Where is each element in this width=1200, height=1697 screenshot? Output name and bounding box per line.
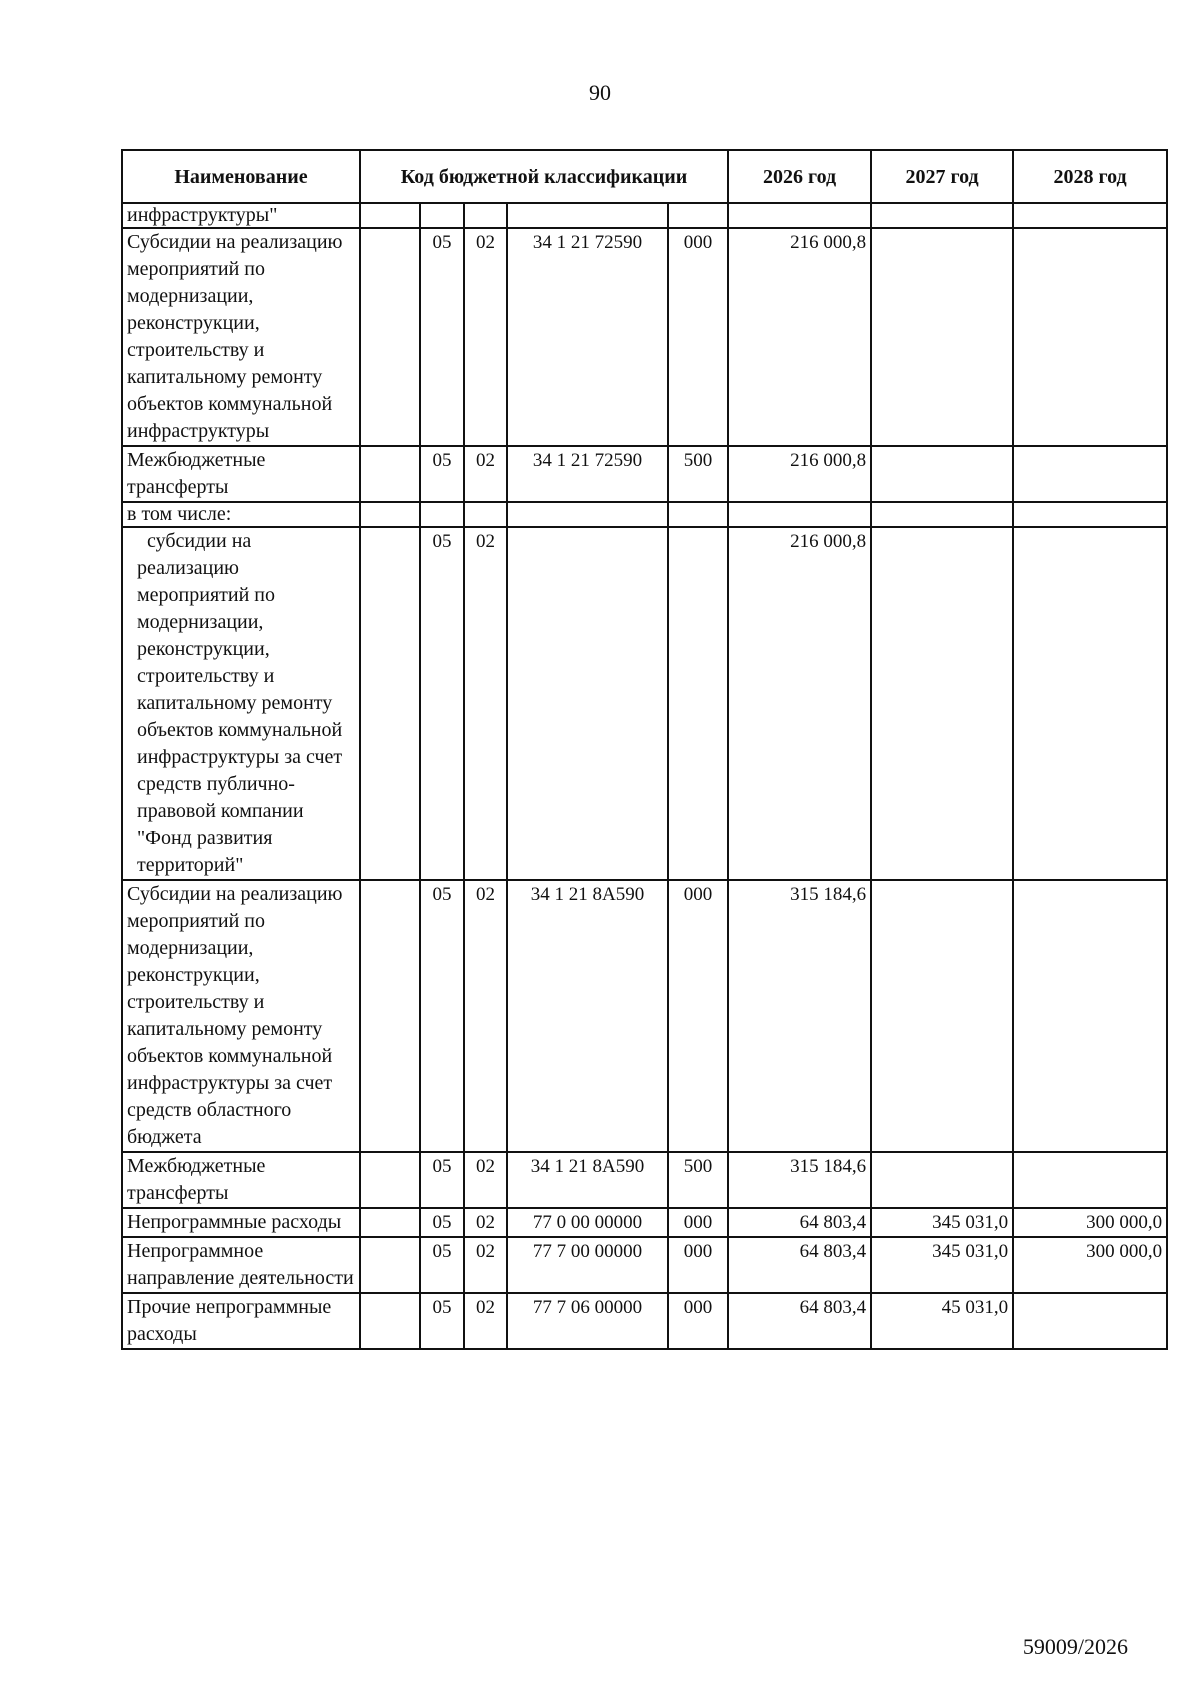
row-code-type: 000 xyxy=(668,228,728,446)
row-name: Субсидии на реализацию мероприятий по модернизации, реконструкции, строительству и капитальному ремонту объектов коммунальной инфраструктуры за счет средств областного бюджета xyxy=(122,880,360,1152)
row-code-target xyxy=(507,527,668,880)
row-2026: 216 000,8 xyxy=(728,228,871,446)
row-code-target: 34 1 21 72590 xyxy=(507,228,668,446)
row-2028 xyxy=(1013,502,1167,527)
row-2026 xyxy=(728,203,871,228)
row-name: инфраструктуры" xyxy=(122,203,360,228)
row-2027 xyxy=(871,880,1013,1152)
header-2028: 2028 год xyxy=(1013,150,1167,203)
row-2028 xyxy=(1013,228,1167,446)
header-name: Наименование xyxy=(122,150,360,203)
table-header-row xyxy=(122,150,1167,203)
row-code-1 xyxy=(360,1237,420,1293)
header-2026: 2026 год xyxy=(728,150,871,203)
row-code-subsection: 02 xyxy=(464,880,507,1152)
row-2027 xyxy=(871,228,1013,446)
row-2028 xyxy=(1013,203,1167,228)
row-code-subsection: 02 xyxy=(464,527,507,880)
row-2028: 300 000,0 xyxy=(1013,1208,1167,1237)
table-row xyxy=(122,880,1167,1152)
row-code-target: 77 7 06 00000 xyxy=(507,1293,668,1349)
header-2027: 2027 год xyxy=(871,150,1013,203)
row-code-section: 05 xyxy=(420,446,464,502)
row-2026: 64 803,4 xyxy=(728,1237,871,1293)
row-code-target: 34 1 21 8А590 xyxy=(507,1152,668,1208)
row-2027 xyxy=(871,203,1013,228)
row-code-1 xyxy=(360,880,420,1152)
row-name: Межбюджетные трансферты xyxy=(122,446,360,502)
row-name: субсидии на реализацию мероприятий по модернизации, реконструкции, строительству и капитальному ремонту объектов коммунальной инфраструктуры за счет средств публично-правовой компании "Фонд развития территорий" xyxy=(122,527,360,880)
row-2027 xyxy=(871,446,1013,502)
row-code-section: 05 xyxy=(420,1293,464,1349)
row-2027: 345 031,0 xyxy=(871,1208,1013,1237)
row-name: Прочие непрограммные расходы xyxy=(122,1293,360,1349)
row-2028 xyxy=(1013,1293,1167,1349)
row-code-subsection: 02 xyxy=(464,446,507,502)
row-code-1 xyxy=(360,1152,420,1208)
row-code-section xyxy=(420,502,464,527)
row-code-target: 34 1 21 8А590 xyxy=(507,880,668,1152)
row-code-section: 05 xyxy=(420,527,464,880)
header-code: Код бюджетной классификации xyxy=(360,150,728,203)
row-name: Субсидии на реализацию мероприятий по модернизации, реконструкции, строительству и капитальному ремонту объектов коммунальной инфраструктуры xyxy=(122,228,360,446)
row-code-section: 05 xyxy=(420,1152,464,1208)
row-code-type: 000 xyxy=(668,1293,728,1349)
row-code-type: 500 xyxy=(668,446,728,502)
budget-table xyxy=(121,149,1168,1350)
row-code-1 xyxy=(360,446,420,502)
row-code-type xyxy=(668,203,728,228)
row-code-type: 000 xyxy=(668,880,728,1152)
row-code-target: 77 0 00 00000 xyxy=(507,1208,668,1237)
row-2027 xyxy=(871,1152,1013,1208)
table-row xyxy=(122,1152,1167,1208)
row-code-section: 05 xyxy=(420,1208,464,1237)
table-row xyxy=(122,1293,1167,1349)
row-2028 xyxy=(1013,527,1167,880)
page-number: 90 xyxy=(589,80,611,105)
row-code-type xyxy=(668,502,728,527)
row-code-1 xyxy=(360,1293,420,1349)
row-name: в том числе: xyxy=(122,502,360,527)
row-code-section: 05 xyxy=(420,228,464,446)
table-row xyxy=(122,1208,1167,1237)
row-code-1 xyxy=(360,527,420,880)
row-2026: 216 000,8 xyxy=(728,446,871,502)
row-code-section: 05 xyxy=(420,1237,464,1293)
row-2027 xyxy=(871,527,1013,880)
row-code-type: 000 xyxy=(668,1208,728,1237)
table-row xyxy=(122,203,1167,228)
row-2026: 315 184,6 xyxy=(728,1152,871,1208)
table-row xyxy=(122,1237,1167,1293)
row-code-subsection xyxy=(464,502,507,527)
row-2026: 216 000,8 xyxy=(728,527,871,880)
row-code-target: 34 1 21 72590 xyxy=(507,446,668,502)
row-code-target: 77 7 00 00000 xyxy=(507,1237,668,1293)
row-2028 xyxy=(1013,880,1167,1152)
table-row xyxy=(122,446,1167,502)
row-code-1 xyxy=(360,203,420,228)
row-name: Непрограммное направление деятельности xyxy=(122,1237,360,1293)
row-code-target xyxy=(507,502,668,527)
table-row xyxy=(122,228,1167,446)
row-code-subsection xyxy=(464,203,507,228)
document-registration-number: 59009/2026 xyxy=(1022,1634,1128,1659)
row-2026 xyxy=(728,502,871,527)
row-code-target xyxy=(507,203,668,228)
row-2026: 64 803,4 xyxy=(728,1293,871,1349)
row-2028: 300 000,0 xyxy=(1013,1237,1167,1293)
row-code-1 xyxy=(360,502,420,527)
row-code-subsection: 02 xyxy=(464,228,507,446)
row-code-subsection: 02 xyxy=(464,1152,507,1208)
row-code-type: 500 xyxy=(668,1152,728,1208)
row-2028 xyxy=(1013,446,1167,502)
row-code-1 xyxy=(360,1208,420,1237)
row-code-subsection: 02 xyxy=(464,1293,507,1349)
row-code-section: 05 xyxy=(420,880,464,1152)
row-2027: 45 031,0 xyxy=(871,1293,1013,1349)
row-2027 xyxy=(871,502,1013,527)
row-2026: 64 803,4 xyxy=(728,1208,871,1237)
row-2028 xyxy=(1013,1152,1167,1208)
table-row xyxy=(122,527,1167,880)
row-code-section xyxy=(420,203,464,228)
row-name: Непрограммные расходы xyxy=(122,1208,360,1237)
row-code-type: 000 xyxy=(668,1237,728,1293)
row-name: Межбюджетные трансферты xyxy=(122,1152,360,1208)
row-2026: 315 184,6 xyxy=(728,880,871,1152)
table-row xyxy=(122,502,1167,527)
row-code-type xyxy=(668,527,728,880)
row-code-subsection: 02 xyxy=(464,1237,507,1293)
row-2027: 345 031,0 xyxy=(871,1237,1013,1293)
row-code-1 xyxy=(360,228,420,446)
row-code-subsection: 02 xyxy=(464,1208,507,1237)
